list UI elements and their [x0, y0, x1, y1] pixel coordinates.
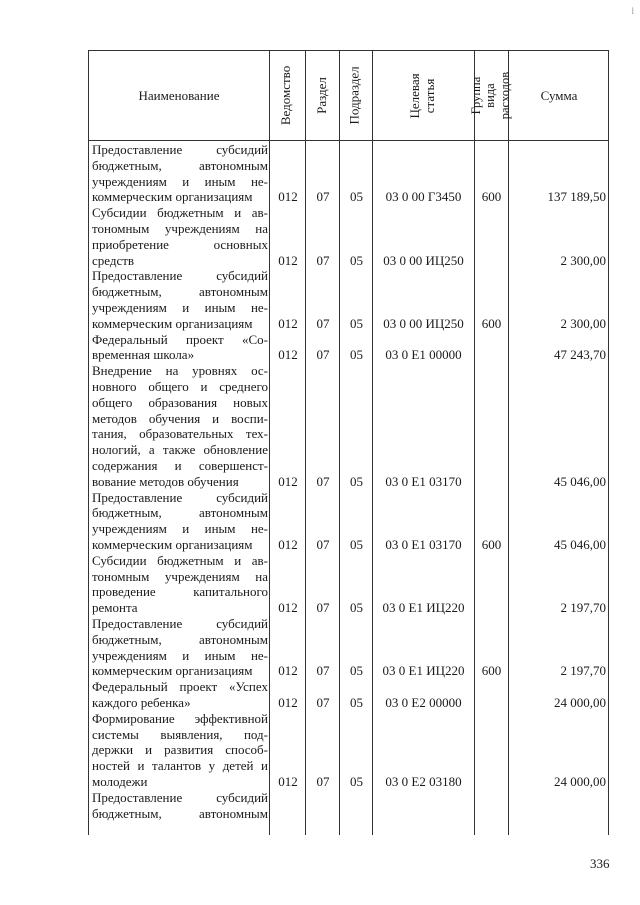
header-vedomstvo-label: Ведомство: [278, 65, 294, 126]
row-razdel: 07: [316, 347, 330, 363]
row-name: [92, 553, 268, 616]
row-podrazdel: 05: [350, 694, 363, 710]
row-name: [92, 711, 268, 790]
row-summa: 2 197,70: [560, 600, 606, 616]
row-name-line: системы выявления, под-: [92, 726, 268, 742]
column-divider: [339, 51, 340, 835]
row-name-line: Предоставление субсидий: [92, 489, 268, 505]
row-razdel: 07: [316, 189, 330, 205]
row-vedomstvo: 012: [278, 347, 298, 363]
row-name-line: временная школа»: [92, 347, 195, 363]
row-name-line: Предоставление субсидий: [92, 616, 268, 631]
corner-mark: l: [631, 6, 634, 16]
row-name-line: коммерческим организациям: [92, 189, 253, 205]
row-statya: 03 0 E2 00000: [385, 694, 462, 710]
row-statya: 03 0 E2 03180: [385, 773, 462, 789]
row-summa: 137 189,50: [547, 189, 606, 205]
row-podrazdel: 05: [350, 347, 363, 363]
header-name: [89, 51, 269, 140]
budget-table: [88, 50, 609, 835]
row-name-line: молодежи: [92, 773, 148, 789]
row-name-line: общего образования новых: [92, 394, 268, 410]
row-name-line: Предоставление субсидий: [92, 789, 268, 805]
row-name: [92, 142, 268, 205]
row-vedomstvo: 012: [278, 189, 298, 205]
row-statya: 03 0 00 Г3450: [385, 189, 462, 205]
row-podrazdel: 05: [350, 189, 363, 205]
row-name-line: коммерческим организациям: [92, 536, 253, 552]
row-statya: 03 0 E1 ИЦ220: [382, 600, 465, 616]
row-vedomstvo: 012: [278, 473, 298, 489]
header-vedomstvo: [269, 51, 305, 140]
row-podrazdel: 05: [350, 315, 363, 331]
row-name: [92, 363, 268, 489]
row-razdel: 07: [316, 663, 330, 679]
row-name-line: учреждениям и иным не-: [92, 173, 268, 189]
row-vedomstvo: 012: [278, 694, 298, 710]
header-divider: [89, 140, 608, 141]
row-statya: 03 0 E1 03170: [385, 473, 462, 489]
row-summa: 2 300,00: [560, 315, 606, 331]
row-summa: 45 046,00: [554, 536, 606, 552]
row-podrazdel: 05: [350, 663, 363, 679]
row-name-line: бюджетным, автономным: [92, 631, 268, 647]
row-name-line: проведение капитального: [92, 584, 268, 600]
row-statya: 03 0 00 ИЦ250: [383, 252, 464, 268]
row-name: [92, 790, 268, 822]
row-statya: 03 0 00 ИЦ250: [383, 315, 464, 331]
row-name-line: нологий, а также обновление: [92, 442, 268, 458]
row-podrazdel: 05: [350, 536, 363, 552]
row-razdel: 07: [316, 600, 330, 616]
row-summa: 24 000,00: [554, 773, 606, 789]
header-name-label: Наименование: [138, 87, 220, 103]
row-summa: 45 046,00: [554, 473, 606, 489]
row-name-line: тания, образовательных тех-: [92, 426, 268, 442]
header-razdel-label: Раздел: [313, 77, 329, 114]
row-name: [92, 268, 268, 331]
row-razdel: 07: [316, 315, 330, 331]
row-name-line: методов обучения и воспи-: [92, 410, 268, 426]
row-vedomstvo: 012: [278, 663, 298, 679]
header-statya-label: Целевая статья: [407, 72, 437, 119]
row-name: [92, 616, 268, 679]
row-name-line: бюджетным, автономным: [92, 157, 268, 173]
row-name-line: содержания и совершенст-: [92, 457, 268, 473]
row-name-line: ремонта: [92, 600, 138, 616]
row-name-line: средств: [92, 252, 135, 268]
row-name-line: бюджетным, автономным: [92, 805, 268, 821]
row-razdel: 07: [316, 694, 330, 710]
row-podrazdel: 05: [350, 773, 363, 789]
column-divider: [372, 51, 373, 835]
row-summa: 47 243,70: [554, 347, 606, 363]
row-gruppa: 600: [481, 189, 502, 205]
row-vedomstvo: 012: [278, 536, 298, 552]
row-name-line: тономным учреждениям на: [92, 568, 268, 584]
row-name: [92, 205, 268, 268]
row-statya: 03 0 E1 03170: [385, 536, 462, 552]
row-name-line: учреждениям и иным не-: [92, 521, 268, 537]
row-name-line: Формирование эффективной: [92, 710, 268, 726]
row-razdel: 07: [316, 773, 330, 789]
row-name-line: коммерческим организациям: [92, 663, 253, 679]
header-razdel: [305, 51, 339, 140]
row-name-line: учреждениям и иным не-: [92, 299, 268, 315]
row-name-line: ностей и талантов у детей и: [92, 758, 268, 774]
row-name-line: каждого ребенка»: [92, 694, 191, 710]
row-name-line: Федеральный проект «Успех: [92, 679, 268, 695]
column-divider: [269, 51, 270, 835]
row-name-line: Субсидии бюджетным и ав-: [92, 552, 268, 568]
row-name-line: новного общего и среднего: [92, 378, 268, 394]
row-razdel: 07: [316, 252, 330, 268]
header-gruppa: [469, 51, 513, 140]
row-summa: 2 197,70: [560, 663, 606, 679]
header-gruppa-label: Группа вида расходов: [469, 71, 513, 120]
row-name-line: учреждениям и иным не-: [92, 647, 268, 663]
column-divider: [474, 51, 475, 835]
row-name-line: Внедрение на уровнях ос-: [92, 363, 268, 379]
row-gruppa: 600: [481, 315, 502, 331]
row-podrazdel: 05: [350, 600, 363, 616]
column-divider: [305, 51, 306, 835]
row-vedomstvo: 012: [278, 600, 298, 616]
row-name-line: бюджетным, автономным: [92, 505, 268, 521]
row-name: [92, 490, 268, 553]
row-summa: 24 000,00: [554, 694, 606, 710]
row-razdel: 07: [316, 473, 330, 489]
row-gruppa: 600: [481, 663, 502, 679]
row-statya: 03 0 E1 ИЦ220: [382, 663, 465, 679]
row-razdel: 07: [316, 536, 330, 552]
row-name-line: Субсидии бюджетным и ав-: [92, 205, 268, 221]
header-summa-label: Сумма: [540, 87, 578, 103]
row-name-line: приобретение основных: [92, 236, 268, 252]
row-gruppa: 600: [481, 536, 502, 552]
row-statya: 03 0 E1 00000: [385, 347, 462, 363]
row-name-line: вование методов обучения: [92, 473, 239, 489]
header-statya: [372, 51, 474, 140]
row-name-line: тономным учреждениям на: [92, 220, 268, 236]
header-podrazdel-label: Подраздел: [347, 66, 363, 125]
row-name-line: Предоставление субсидий: [92, 142, 268, 157]
row-vedomstvo: 012: [278, 252, 298, 268]
row-name-line: коммерческим организациям: [92, 315, 253, 331]
row-name-line: бюджетным, автономным: [92, 284, 268, 300]
row-name: [92, 679, 268, 711]
row-vedomstvo: 012: [278, 773, 298, 789]
row-name-line: Предоставление субсидий: [92, 268, 268, 284]
row-vedomstvo: 012: [278, 315, 298, 331]
row-podrazdel: 05: [350, 252, 363, 268]
row-name-line: Федеральный проект «Со-: [92, 331, 268, 347]
page-number: 336: [590, 856, 610, 871]
header-summa: [508, 51, 610, 140]
row-name-line: держки и развития способ-: [92, 742, 268, 758]
column-divider: [508, 51, 509, 835]
row-summa: 2 300,00: [560, 252, 606, 268]
header-podrazdel: [339, 51, 372, 140]
row-podrazdel: 05: [350, 473, 363, 489]
row-name: [92, 332, 268, 364]
